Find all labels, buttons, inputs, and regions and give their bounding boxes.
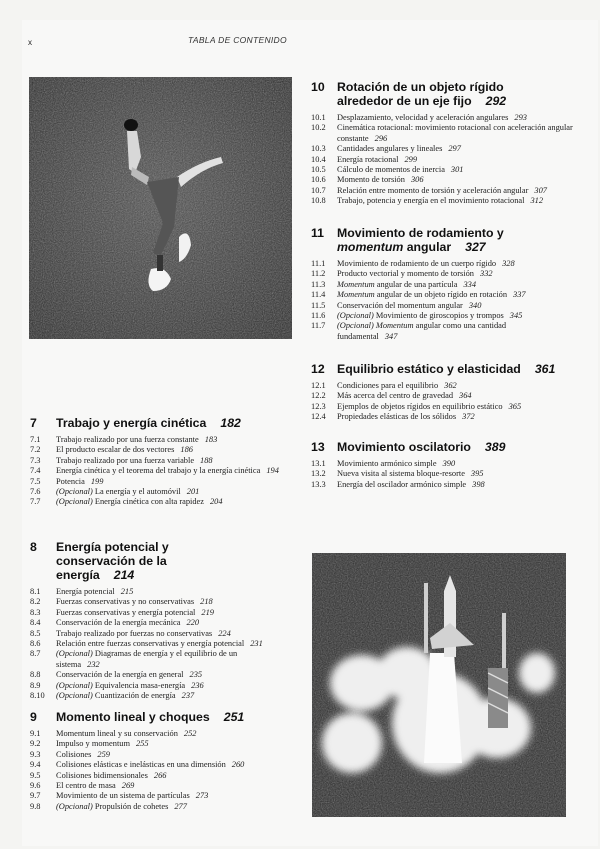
entry-title: angular de un objeto rígido en rotación: [376, 290, 508, 300]
toc-entry[interactable]: [30, 608, 305, 618]
toc-entry[interactable]: [311, 402, 583, 412]
page-reference: 224: [218, 628, 231, 638]
entry-number: 10.7: [311, 185, 326, 195]
entry-number: 12.2: [311, 391, 326, 401]
running-head: TABLA DE CONTENIDO: [188, 35, 287, 45]
entry-number: 9.3: [30, 749, 41, 759]
entry-number: 11.3: [311, 279, 326, 289]
entry-title: Trabajo realizado por fuerzas no conservativas: [56, 628, 213, 638]
toc-entry[interactable]: [30, 649, 270, 670]
entry-number: 8.3: [30, 607, 41, 617]
entry-title: Nueva visita al sistema bloque-resorte: [337, 469, 465, 479]
entry-title: angular como una cantidad fundamental: [337, 321, 507, 341]
entry-number: 9.7: [30, 791, 41, 801]
entry-title: Movimiento de rodamiento de un cuerpo rígido: [337, 259, 497, 268]
entry-title: Propiedades elásticas de los sólidos: [337, 412, 457, 422]
page-reference: 266: [153, 770, 167, 780]
toc-entry[interactable]: [311, 196, 583, 206]
page-reference: 231: [250, 639, 263, 649]
entry-title: Cantidades angulares y lineales: [337, 144, 443, 154]
entry-prefix: (Opcional): [56, 691, 93, 701]
entry-number: 8.5: [30, 628, 41, 638]
toc-entry[interactable]: [311, 480, 583, 490]
entry-title: Colisiones bidimensionales: [56, 770, 148, 780]
entry-title: Movimiento oscilatorio: [337, 440, 471, 454]
entry-title: La energía y el automóvil: [94, 487, 181, 497]
toc-entry[interactable]: [30, 729, 305, 739]
entry-number: 11.2: [311, 269, 326, 279]
entry-title: Trabajo realizado por una fuerza constante: [56, 435, 199, 444]
page-reference: 328: [502, 259, 515, 268]
entry-title: Diagramas de energía y el equilibrio de un sistema: [56, 649, 238, 669]
page-reference: 301: [450, 165, 464, 175]
entry-title: Conservación de la energía en general: [56, 670, 184, 680]
page-reference: 345: [509, 311, 523, 321]
entry-title: Fuerzas conservativas y no conservativas: [56, 597, 195, 607]
entry-number: 8.1: [30, 587, 41, 596]
entry-number: 10: [311, 80, 325, 94]
page-reference: 327: [465, 240, 486, 254]
entry-title: Movimiento armónico simple: [337, 459, 437, 468]
chapter-9: [30, 710, 305, 812]
toc-entry[interactable]: [311, 280, 583, 290]
entry-number: 8: [30, 540, 37, 554]
page-reference: 307: [534, 185, 547, 195]
toc-entry[interactable]: [311, 123, 583, 144]
toc-entry[interactable]: [311, 469, 583, 479]
entry-number: 9.2: [30, 739, 41, 749]
entry-number: 13.1: [311, 459, 326, 468]
entry-number: 12.1: [311, 381, 326, 390]
entry-title: Trabajo y energía cinética: [56, 416, 207, 430]
toc-entry[interactable]: [311, 321, 521, 342]
entry-title: Relación entre fuerzas conservativas y energía potencial: [56, 639, 245, 649]
entry-number: 9.6: [30, 781, 41, 791]
page-reference: 297: [448, 144, 461, 154]
entry-prefix: (Opcional): [56, 487, 93, 497]
entry-title: Momentum lineal y su conservación: [56, 729, 178, 738]
entry-title: Energía del oscilador armónico simple: [337, 479, 467, 489]
entry-title: Energía rotacional: [337, 154, 399, 164]
chapter-7: [30, 416, 300, 508]
entry-title: Trabajo realizado por una fuerza variable: [56, 455, 195, 465]
entry-number: 9.1: [30, 729, 41, 738]
chapter-11: [311, 226, 583, 342]
entry-number: 11.1: [311, 259, 326, 268]
page-reference: 269: [121, 781, 135, 791]
entry-number: 10.3: [311, 144, 326, 154]
page-reference: 293: [514, 113, 527, 122]
page-reference: 214: [113, 568, 135, 582]
page-reference: 237: [181, 691, 195, 701]
toc-entry[interactable]: [311, 155, 583, 165]
entry-number: 7: [30, 416, 37, 430]
page-reference: 398: [472, 479, 485, 489]
toc-entry[interactable]: [30, 691, 305, 701]
entry-title: Condiciones para el equilibrio: [337, 381, 439, 390]
entry-number: 8.9: [30, 680, 41, 690]
entry-title: Desplazamiento, velocidad y aceleración angulares: [337, 113, 509, 122]
entry-title: Equivalencia masa-energía: [94, 680, 186, 690]
entry-title: Rotación de un objeto rígido alrededor de un eje fijo: [337, 80, 504, 108]
page-reference: 337: [513, 290, 526, 300]
entry-title: angular: [403, 240, 452, 254]
entry-prefix: (Opcional) Momentum: [337, 321, 414, 331]
entry-title: Momento lineal y choques: [56, 710, 210, 724]
entry-number: 11.7: [311, 321, 326, 331]
entry-number: 9: [30, 710, 37, 724]
page-reference: 194: [266, 466, 279, 476]
page-reference: 259: [97, 749, 110, 759]
entry-number: 7.7: [30, 497, 41, 507]
entry-title: Conservación del momentum angular: [337, 300, 463, 310]
entry-number: 7.6: [30, 487, 41, 497]
page-reference: 312: [530, 196, 544, 206]
entry-title: Impulso y momentum: [56, 739, 130, 749]
page-reference: 296: [374, 133, 388, 143]
page-reference: 236: [191, 680, 204, 690]
toc-entry[interactable]: [30, 629, 305, 639]
entry-number: 10.5: [311, 165, 326, 175]
entry-title: Conservación de la energía mecánica: [56, 618, 181, 628]
diver-photo: [29, 77, 292, 339]
toc-entry[interactable]: [311, 391, 583, 401]
page-reference: 340: [468, 300, 482, 310]
toc-entry[interactable]: [311, 144, 583, 154]
entry-title: Energía potencial y conservación de la energía: [56, 540, 169, 582]
entry-number: 11.4: [311, 290, 326, 300]
entry-prefix: (Opcional): [56, 497, 93, 507]
entry-number: 9.5: [30, 770, 41, 780]
page-reference: 215: [120, 587, 134, 596]
page-number: x: [28, 38, 32, 47]
entry-title: Relación entre momento de torsión y aceleración angular: [337, 185, 529, 195]
page-reference: 306: [410, 175, 424, 185]
toc-entry[interactable]: [311, 165, 583, 175]
toc-entry[interactable]: [30, 497, 300, 507]
entry-number: 7.5: [30, 476, 41, 486]
page-reference: 204: [209, 497, 223, 507]
entry-prefix: Momentum: [337, 290, 375, 300]
toc-entry[interactable]: [30, 587, 305, 597]
entry-title: Colisiones elásticas e inelásticas en una dimensión: [56, 760, 226, 770]
page-reference: 273: [195, 791, 209, 801]
entry-prefix: (Opcional): [337, 311, 374, 321]
toc-entry[interactable]: [30, 597, 305, 607]
entry-number: 12: [311, 362, 325, 376]
entry-number: 7.1: [30, 435, 41, 444]
entry-title: Ejemplos de objetos rígidos en equilibrio estático: [337, 401, 503, 411]
page-reference: 361: [534, 362, 556, 376]
page-reference: 277: [174, 801, 187, 811]
toc-entry[interactable]: [311, 311, 583, 321]
entry-title: Fuerzas conservativas y energía potencial: [56, 607, 196, 617]
entry-title: momentum: [337, 240, 404, 254]
toc-entry[interactable]: [30, 445, 300, 455]
page-reference: 292: [485, 94, 507, 108]
page-reference: 199: [90, 476, 104, 486]
entry-title: Producto vectorial y momento de torsión: [337, 269, 474, 279]
entry-number: 12.4: [311, 412, 326, 422]
entry-number: 10.4: [311, 154, 326, 164]
page-reference: 365: [508, 401, 522, 411]
toc-entry[interactable]: [30, 791, 305, 801]
entry-number: 8.7: [30, 649, 41, 659]
entry-number: 7.2: [30, 445, 41, 455]
toc-entry[interactable]: [311, 113, 583, 123]
entry-title: Potencia: [56, 476, 85, 486]
page-reference: 252: [183, 729, 197, 738]
toc-entry[interactable]: [311, 175, 583, 185]
entry-number: 12.3: [311, 401, 326, 411]
page-reference: 251: [223, 710, 245, 724]
entry-title: Cinemática rotacional: movimiento rotacional con aceleración angular constante: [337, 123, 573, 143]
page-reference: 390: [442, 459, 456, 468]
toc-entry[interactable]: [30, 477, 300, 487]
entry-number: 7.4: [30, 466, 41, 476]
entry-title: Propulsión de cohetes: [94, 801, 169, 811]
page-reference: 364: [459, 391, 472, 401]
page-reference: 260: [231, 760, 245, 770]
entry-title: Energía potencial: [56, 587, 115, 596]
entry-title: Energía cinética y el teorema del trabajo y la energía cinética: [56, 466, 261, 476]
chapter-12: [311, 362, 583, 423]
page-reference: 183: [204, 435, 218, 444]
entry-title: Momento de torsión: [337, 175, 405, 185]
entry-number: 7.3: [30, 455, 41, 465]
toc-entry[interactable]: [311, 412, 583, 422]
entry-title: Movimiento de giroscopios y trompos: [375, 311, 504, 321]
page-reference: 220: [186, 618, 200, 628]
shuttle-launch-photo: [312, 553, 566, 817]
entry-number: 11: [311, 226, 324, 240]
entry-number: 11.6: [311, 311, 326, 321]
chapter-heading[interactable]: [311, 80, 551, 108]
entry-title: Colisiones: [56, 749, 92, 759]
entry-number: 8.2: [30, 597, 41, 607]
page-reference: 232: [87, 659, 100, 669]
chapter-13: [311, 440, 583, 490]
entry-title: angular de una partícula: [376, 279, 458, 289]
entry-number: 10.6: [311, 175, 326, 185]
entry-prefix: (Opcional): [56, 680, 93, 690]
page-reference: 372: [462, 412, 475, 422]
page-reference: 188: [200, 455, 213, 465]
toc-entry[interactable]: [30, 670, 305, 680]
chapter-heading[interactable]: [30, 416, 300, 430]
chapter-heading[interactable]: [311, 362, 583, 376]
page-reference: 389: [484, 440, 506, 454]
page-reference: 395: [470, 469, 484, 479]
page-reference: 334: [463, 279, 477, 289]
entry-number: 10.1: [311, 113, 326, 122]
page-reference: 255: [135, 739, 149, 749]
chapter-10: [311, 80, 583, 207]
toc-entry[interactable]: [30, 760, 305, 770]
chapter-heading[interactable]: [30, 710, 305, 724]
entry-number: 8.4: [30, 618, 41, 628]
page-reference: 299: [404, 154, 418, 164]
entry-number: 10.2: [311, 123, 326, 133]
chapter-8: [30, 540, 305, 701]
toc-entry[interactable]: [311, 186, 583, 196]
page-reference: 235: [189, 670, 203, 680]
entry-number: 8.10: [30, 691, 45, 701]
entry-number: 10.8: [311, 196, 326, 206]
entry-title: El centro de masa: [56, 781, 116, 791]
page-reference: 332: [480, 269, 493, 279]
page-reference: 219: [201, 607, 214, 617]
entry-title: Trabajo, potencia y energía en el movimiento rotacional: [337, 196, 525, 206]
entry-prefix: Momentum: [337, 279, 375, 289]
entry-number: 8.8: [30, 670, 41, 680]
toc-entry[interactable]: [30, 781, 305, 791]
entry-number: 13: [311, 440, 325, 454]
page-reference: 201: [186, 487, 200, 497]
toc-entry[interactable]: [311, 381, 583, 391]
toc-entry[interactable]: [30, 456, 300, 466]
toc-entry[interactable]: [30, 739, 305, 749]
entry-number: 13.2: [311, 469, 326, 479]
toc-entry[interactable]: [311, 269, 583, 279]
entry-title: Energía cinética con alta rapidez: [94, 497, 204, 507]
entry-title: Movimiento de un sistema de partículas: [56, 791, 190, 801]
toc-entry[interactable]: [30, 750, 305, 760]
toc-entry[interactable]: [30, 771, 305, 781]
toc-entry[interactable]: [30, 487, 300, 497]
entry-prefix: (Opcional): [56, 801, 93, 811]
entry-title: Equilibrio estático y elasticidad: [337, 362, 521, 376]
toc-entry[interactable]: [30, 618, 305, 628]
entry-number: 11.5: [311, 300, 326, 310]
entry-number: 9.4: [30, 760, 41, 770]
entry-title: Movimiento de rodamiento y: [337, 226, 504, 240]
toc-entry[interactable]: [30, 639, 305, 649]
toc-entry[interactable]: [30, 466, 300, 476]
page-reference: 347: [384, 331, 398, 341]
chapter-heading[interactable]: [311, 226, 561, 254]
chapter-heading[interactable]: [311, 440, 583, 454]
toc-entry[interactable]: [30, 435, 300, 445]
chapter-heading[interactable]: [30, 540, 230, 582]
entry-title: Cuantización de energía: [94, 691, 176, 701]
entry-prefix: (Opcional): [56, 649, 93, 659]
page-reference: 362: [444, 381, 457, 390]
toc-entry[interactable]: [30, 802, 305, 812]
toc-entry[interactable]: [30, 681, 305, 691]
entry-title: Más acerca del centro de gravedad: [337, 391, 454, 401]
page-reference: 186: [180, 445, 193, 455]
toc-entry[interactable]: [311, 259, 583, 269]
entry-number: 13.3: [311, 479, 326, 489]
entry-number: 9.8: [30, 801, 41, 811]
toc-entry[interactable]: [311, 301, 583, 311]
toc-entry[interactable]: [311, 459, 583, 469]
toc-entry[interactable]: [311, 290, 583, 300]
entry-number: 8.6: [30, 639, 41, 649]
entry-title: Cálculo de momentos de inercia: [337, 165, 445, 175]
page-reference: 218: [200, 597, 213, 607]
entry-title: El producto escalar de dos vectores: [56, 445, 175, 455]
chapter-page: 182: [220, 416, 241, 430]
